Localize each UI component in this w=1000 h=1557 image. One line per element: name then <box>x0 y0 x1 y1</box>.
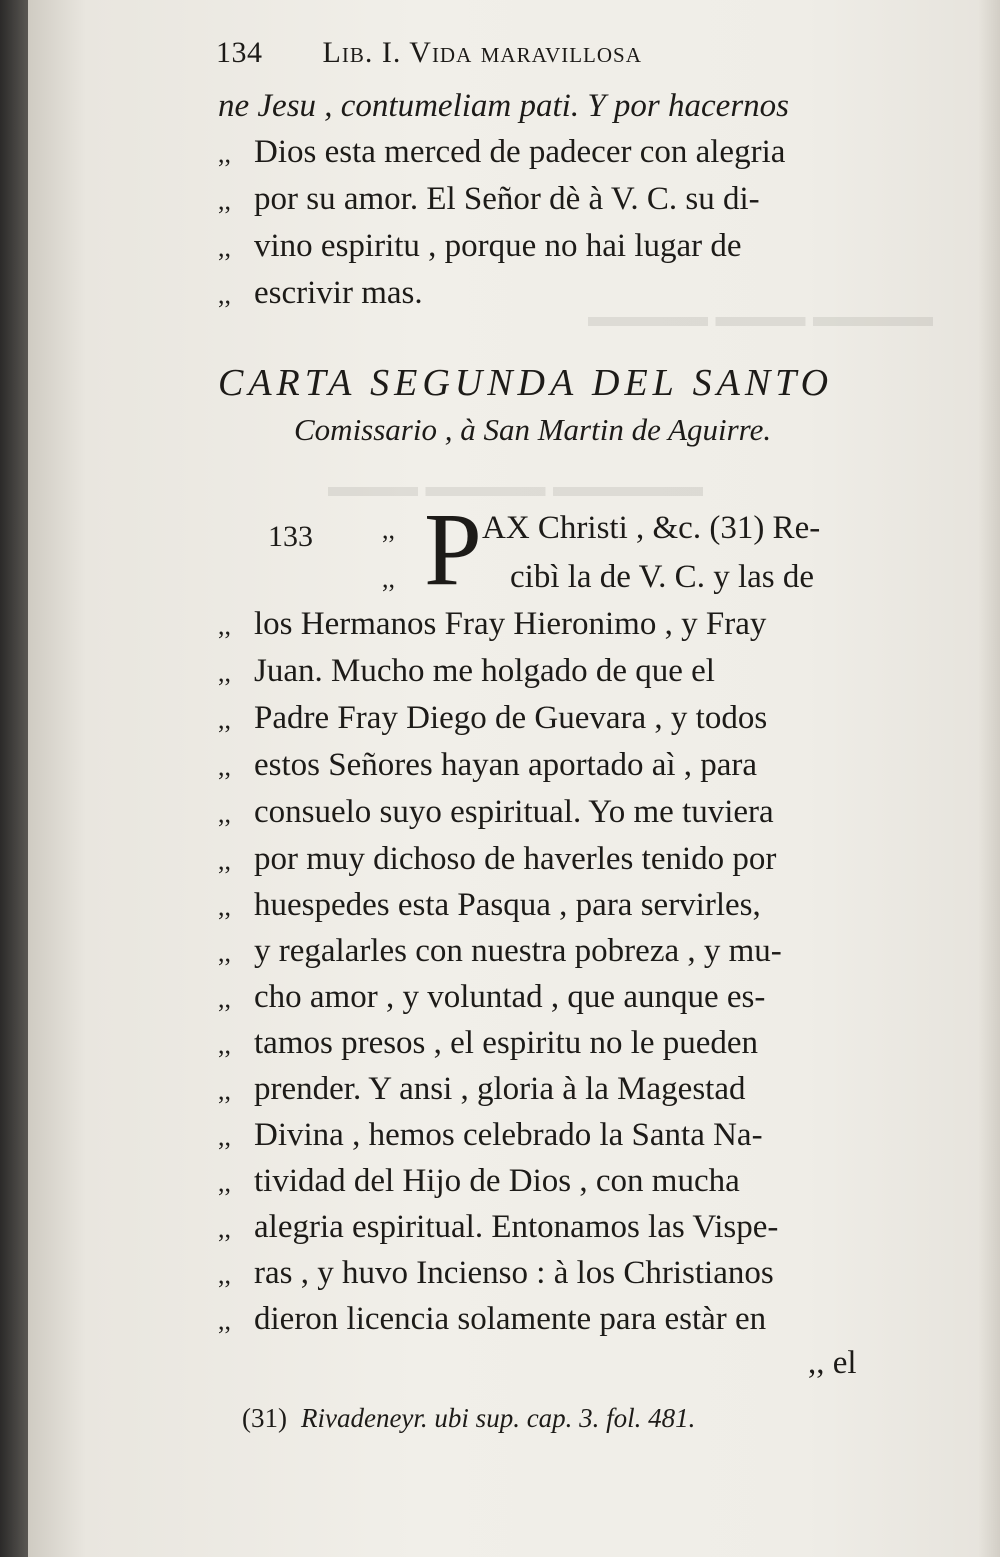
page-number: 134 <box>216 36 263 69</box>
text-line: ,, por muy dichoso de haverles tenido por <box>218 841 777 877</box>
drop-cap: P <box>424 492 482 607</box>
text-line: ne Jesu , contumeliam pati. Y por hacernos <box>218 88 790 124</box>
text-line: ,, escrivir mas. <box>218 275 423 311</box>
text-line: ,, prender. Y ansi , gloria à la Magestad <box>218 1071 746 1107</box>
text-line: ,, alegria espiritual. Entonamos las Vispe- <box>218 1209 779 1245</box>
text-line: ,, tividad del Hijo de Dios , con mucha <box>218 1163 740 1199</box>
text-line: ,, Juan. Mucho me holgado de que el <box>218 653 715 689</box>
bleed-through-mark: ▬▬▬▬▬ ▬▬▬▬ ▬▬▬ <box>328 470 703 503</box>
text-line: ,, consuelo suyo espiritual. Yo me tuviera <box>218 794 774 830</box>
text-line: ,, AX Christi , &c. (31) Re- <box>382 510 821 546</box>
text-line: ,, por su amor. El Señor dè à V. C. su di- <box>218 181 760 217</box>
bleed-through-mark: ▬▬▬▬ ▬▬▬ ▬▬▬▬ <box>588 300 933 333</box>
text-line: ,, Divina , hemos celebrado la Santa Na- <box>218 1117 763 1153</box>
text-line: ,, los Hermanos Fray Hieronimo , y Fray <box>218 606 767 642</box>
text-line: ,, Padre Fray Diego de Guevara , y todos <box>218 700 768 736</box>
text-line: ,, tamos presos , el espiritu no le pueden <box>218 1025 759 1061</box>
catchword: ,, el <box>808 1345 857 1381</box>
text-line: ,, huespedes esta Pasqua , para servirles, <box>218 887 761 923</box>
paragraph-number: 133 <box>268 520 313 553</box>
book-page <box>28 0 1000 1557</box>
running-header <box>216 38 642 68</box>
text-line: ,, ras , y huvo Incienso : à los Christianos <box>218 1255 774 1291</box>
letter-heading-line1: CARTA SEGUNDA DEL SANTO <box>218 362 834 404</box>
footnote <box>242 1403 695 1434</box>
text-line: ,, y regalarles con nuestra pobreza , y mu- <box>218 933 782 969</box>
letter-heading-line2: Comissario , à San Martin de Aguirre. <box>294 412 772 447</box>
text-line: ,, cibì la de V. C. y las de <box>382 559 814 595</box>
text-line: ,, cho amor , y voluntad , que aunque es- <box>218 979 766 1015</box>
text-line: ,, estos Señores hayan aportado aì , para <box>218 747 758 783</box>
text-line: ,, vino espiritu , porque no hai lugar de <box>218 228 742 264</box>
page-edge <box>978 0 1000 1557</box>
footnote-marker: (31) <box>242 1403 287 1433</box>
running-title: Lib. I. Vida maravillosa <box>322 36 642 69</box>
text-line: ,, Dios esta merced de padecer con alegria <box>218 134 786 170</box>
footnote-text: Rivadeneyr. ubi sup. cap. 3. fol. 481. <box>300 1403 696 1433</box>
text-line: ,, dieron licencia solamente para estàr en <box>218 1301 767 1337</box>
